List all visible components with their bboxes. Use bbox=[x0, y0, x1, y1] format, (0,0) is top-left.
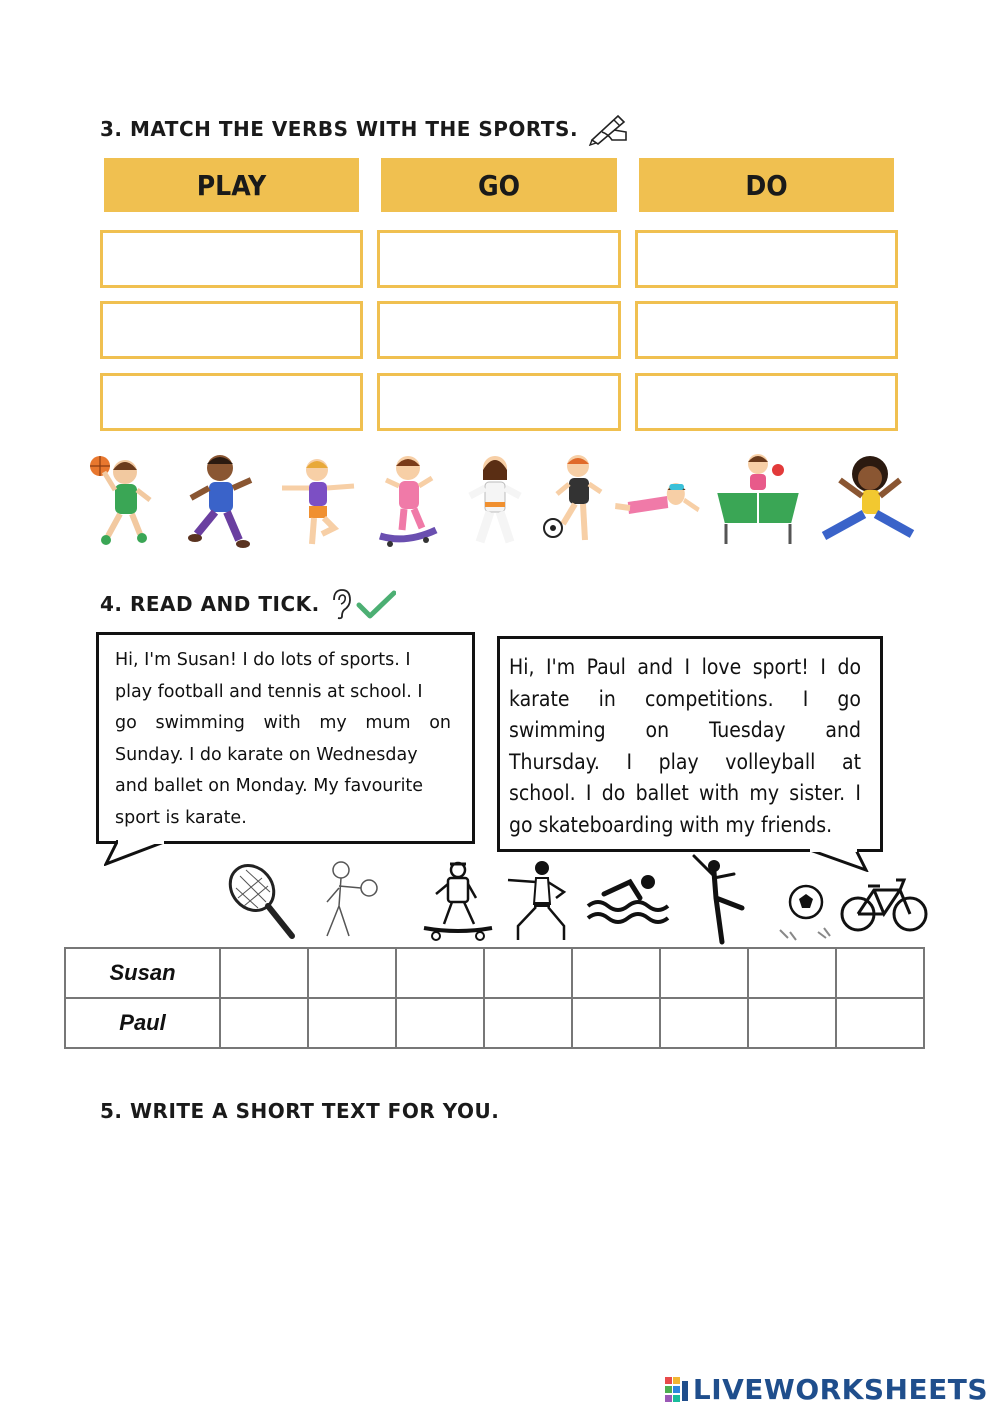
dancing-kid-image[interactable] bbox=[818, 450, 918, 550]
liveworksheets-logo bbox=[665, 1373, 988, 1406]
tick-cell[interactable] bbox=[484, 998, 572, 1048]
susan-line: go swimming with my mum on bbox=[115, 713, 451, 733]
susan-line: sport is karate. bbox=[115, 807, 247, 828]
paul-line: Hi, I'm Paul and I love sport! I do bbox=[509, 655, 861, 679]
tick-cell[interactable] bbox=[836, 948, 924, 998]
section-5-title: 5. WRITE A SHORT TEXT FOR YOU. bbox=[100, 1099, 500, 1123]
paul-text bbox=[509, 652, 861, 841]
table-tennis-kid-image[interactable] bbox=[712, 450, 804, 550]
skateboarding-kid-image[interactable] bbox=[366, 450, 456, 550]
tick-cell[interactable] bbox=[220, 998, 308, 1048]
go-answer-1[interactable] bbox=[377, 230, 621, 288]
swimming-icon bbox=[584, 858, 672, 946]
play-answer-3[interactable] bbox=[100, 373, 363, 431]
section-3-title-text: 3. MATCH THE VERBS WITH THE SPORTS. bbox=[100, 117, 579, 141]
play-answer-2[interactable] bbox=[100, 301, 363, 359]
tick-cell[interactable] bbox=[660, 948, 748, 998]
karate-icon bbox=[500, 858, 588, 946]
volleyball-icon bbox=[305, 858, 393, 946]
tick-cell[interactable] bbox=[572, 948, 660, 998]
do-answer-3[interactable] bbox=[635, 373, 898, 431]
susan-bubble-tail bbox=[104, 840, 184, 866]
tick-table bbox=[64, 947, 925, 1049]
header-do: DO bbox=[639, 158, 894, 212]
basketball-kid-image[interactable] bbox=[80, 450, 170, 550]
tick-cell[interactable] bbox=[748, 998, 836, 1048]
paul-line: swimming on Tuesday and bbox=[509, 718, 861, 742]
tennis-icon bbox=[222, 858, 310, 946]
writing-area[interactable] bbox=[100, 1140, 900, 1360]
tick-cell[interactable] bbox=[308, 998, 396, 1048]
cycling-icon bbox=[838, 858, 930, 946]
section-4-title bbox=[100, 588, 396, 620]
play-answer-1[interactable] bbox=[100, 230, 363, 288]
tick-cell[interactable] bbox=[748, 948, 836, 998]
tick-cell[interactable] bbox=[484, 948, 572, 998]
tick-cell[interactable] bbox=[396, 948, 484, 998]
liveworksheets-logo-icon bbox=[665, 1377, 689, 1403]
paul-line: go skateboarding with my friends. bbox=[509, 812, 833, 837]
tick-cell[interactable] bbox=[572, 998, 660, 1048]
tick-cell[interactable] bbox=[220, 948, 308, 998]
running-kid-image[interactable] bbox=[175, 450, 265, 550]
tick-cell[interactable] bbox=[836, 998, 924, 1048]
skateboarding-icon bbox=[414, 858, 502, 946]
do-answer-2[interactable] bbox=[635, 301, 898, 359]
susan-line: Sunday. I do karate on Wednesday bbox=[115, 744, 418, 765]
liveworksheets-logo-text: LIVEWORKSHEETS bbox=[692, 1373, 988, 1406]
gymnastics-kid-image[interactable] bbox=[272, 450, 362, 550]
ear-icon bbox=[330, 588, 352, 620]
section-3-title bbox=[100, 112, 630, 146]
row-label-paul: Paul bbox=[65, 998, 220, 1048]
swimming-kid-image[interactable] bbox=[612, 450, 702, 550]
paul-line: karate in competitions. I go bbox=[509, 686, 861, 711]
go-answer-2[interactable] bbox=[377, 301, 621, 359]
go-answer-3[interactable] bbox=[377, 373, 621, 431]
row-label-susan: Susan bbox=[65, 948, 220, 998]
tick-cell[interactable] bbox=[396, 998, 484, 1048]
paul-line: school. I do ballet with my sister. I bbox=[509, 781, 861, 805]
ballet-icon bbox=[680, 852, 768, 946]
paul-line: Thursday. I play volleyball at bbox=[509, 749, 861, 774]
susan-text bbox=[115, 645, 451, 834]
tick-cell[interactable] bbox=[660, 998, 748, 1048]
susan-line: and ballet on Monday. My favourite bbox=[115, 776, 424, 796]
header-play: PLAY bbox=[104, 158, 359, 212]
section-4-title-text: 4. READ AND TICK. bbox=[100, 592, 320, 616]
do-answer-1[interactable] bbox=[635, 230, 898, 288]
checkmark-icon bbox=[356, 589, 396, 619]
table-row bbox=[65, 948, 924, 998]
writing-hand-icon bbox=[588, 112, 630, 146]
table-row bbox=[65, 998, 924, 1048]
susan-line: play football and tennis at school. I bbox=[115, 681, 423, 702]
football-kid-image[interactable] bbox=[533, 450, 623, 550]
header-go: GO bbox=[381, 158, 617, 212]
tick-cell[interactable] bbox=[308, 948, 396, 998]
susan-line: Hi, I'm Susan! I do lots of sports. I bbox=[115, 650, 411, 670]
karate-kid-image[interactable] bbox=[450, 450, 540, 550]
